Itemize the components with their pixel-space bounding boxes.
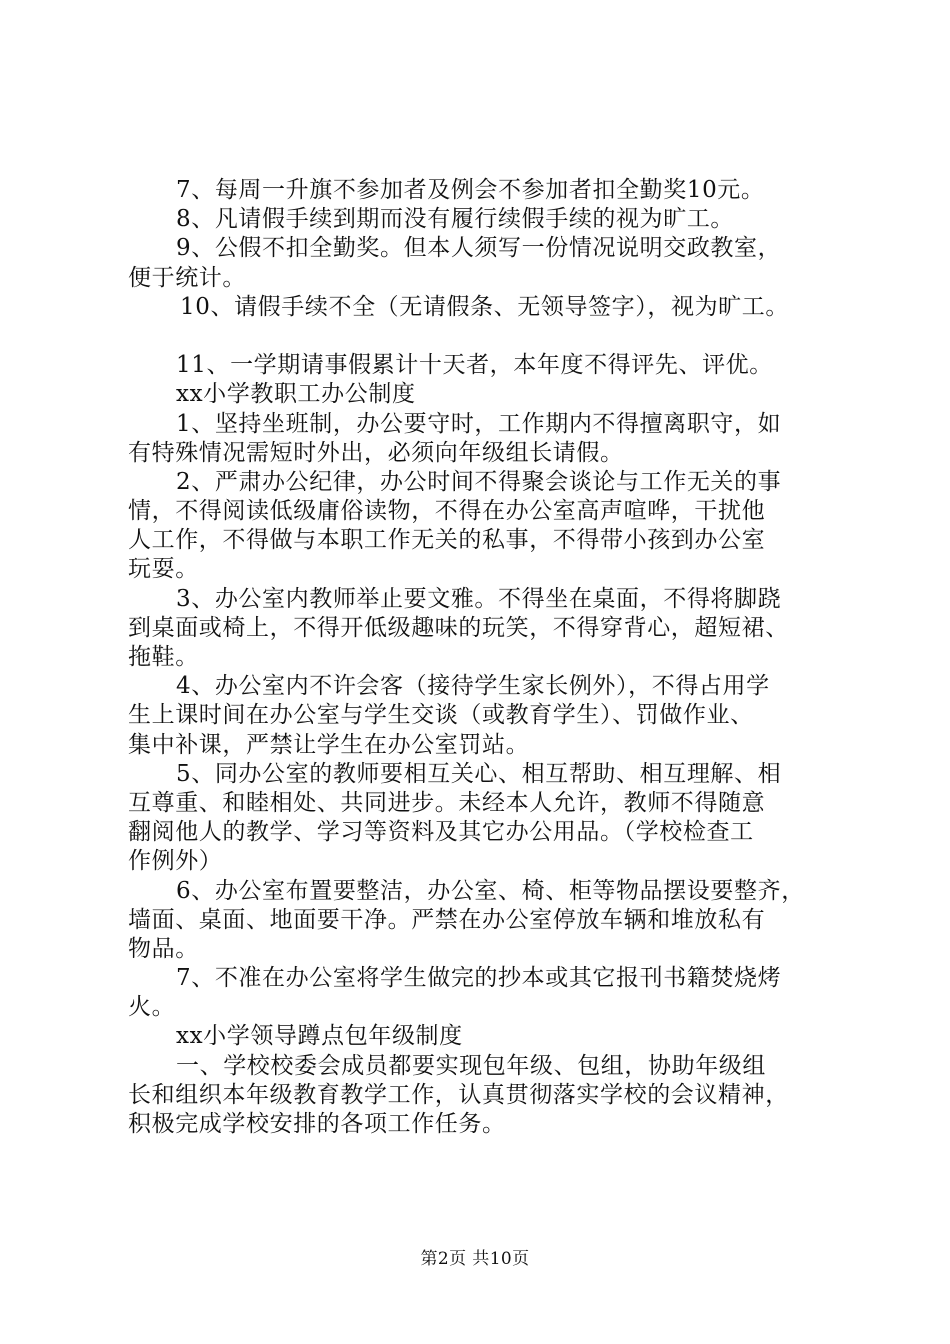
paragraph-line: 9、公假不扣全勤奖。但本人须写一份情况说明交政教室， <box>176 235 782 262</box>
paragraph-line: 人工作，不得做与本职工作无关的私事，不得带小孩到办公室 <box>128 527 766 554</box>
paragraph-line: 集中补课，严禁让学生在办公室罚站。 <box>128 731 530 758</box>
paragraph-line: 长和组织本年级教育教学工作，认真贯彻落实学校的会议精神， <box>128 1081 789 1108</box>
paragraph-line: 7、每周一升旗不参加者及例会不参加者扣全勤奖10元。 <box>176 177 765 203</box>
paragraph-line: 1、坚持坐班制，办公要守时，工作期内不得擅离职守，如 <box>176 410 782 437</box>
paragraph-line: 4、办公室内不许会客（接待学生家长例外），不得占用学 <box>176 673 770 700</box>
document-body <box>128 176 828 1139</box>
paragraph-line: 6、办公室布置要整洁，办公室、椅、柜等物品摆设要整齐， <box>176 877 805 904</box>
paragraph-line: 积极完成学校安排的各项工作任务。 <box>128 1111 506 1137</box>
paragraph-line: 物品。 <box>128 935 199 962</box>
paragraph-line: 翻阅他人的教学、学习等资料及其它办公用品。（学校检查工 <box>128 819 754 846</box>
paragraph-line: 生上课时间在办公室与学生交谈（或教育学生）、罚做作业、 <box>128 702 754 729</box>
paragraph-line: 火。 <box>128 994 176 1021</box>
page-footer <box>0 1244 950 1269</box>
paragraph-line: 2、严肃办公纪律，办公时间不得聚会谈论与工作无关的事 <box>176 468 782 495</box>
paragraph-line: 11、一学期请事假累计十天者，本年度不得评先、评优。 <box>176 352 773 379</box>
paragraph-line: 玩耍。 <box>128 556 199 583</box>
section-heading: xx小学领导蹲点包年级制度 <box>176 1023 463 1050</box>
paragraph-line: 到桌面或椅上，不得开低级趣味的玩笑，不得穿背心，超短裙、 <box>128 614 789 641</box>
paragraph-line: 情，不得阅读低级庸俗读物，不得在办公室高声喧哗，干扰他 <box>128 498 766 525</box>
paragraph-line: 3、办公室内教师举止要文雅。不得坐在桌面，不得将脚跷 <box>176 585 782 612</box>
paragraph-line: 7、不准在办公室将学生做完的抄本或其它报刊书籍焚烧烤 <box>176 965 782 992</box>
paragraph-line: 作例外） <box>128 848 223 875</box>
page-number-label: 第2页 共10页 <box>420 1249 530 1269</box>
paragraph-line: 有特殊情况需短时外出，必须向年级组长请假。 <box>128 439 624 466</box>
paragraph-line: 一、学校校委会成员都要实现包年级、包组，协助年级组 <box>176 1052 766 1079</box>
paragraph-line: 互尊重、和睦相处、共同进步。未经本人允许，教师不得随意 <box>128 789 766 816</box>
paragraph-line: 拖鞋。 <box>128 644 199 670</box>
paragraph-line: 墙面、桌面、地面要干净。严禁在办公室停放车辆和堆放私有 <box>128 906 766 933</box>
paragraph-line: 8、凡请假手续到期而没有履行续假手续的视为旷工。 <box>176 206 735 233</box>
section-heading: xx小学教职工办公制度 <box>176 381 416 408</box>
paragraph-line: 5、同办公室的教师要相互关心、相互帮助、相互理解、相 <box>176 760 782 787</box>
paragraph-line: 便于统计。 <box>128 264 246 291</box>
paragraph-line: 10、请假手续不全（无请假条、无领导签字），视为旷工。 <box>180 293 789 320</box>
paragraph-gap <box>128 322 828 351</box>
